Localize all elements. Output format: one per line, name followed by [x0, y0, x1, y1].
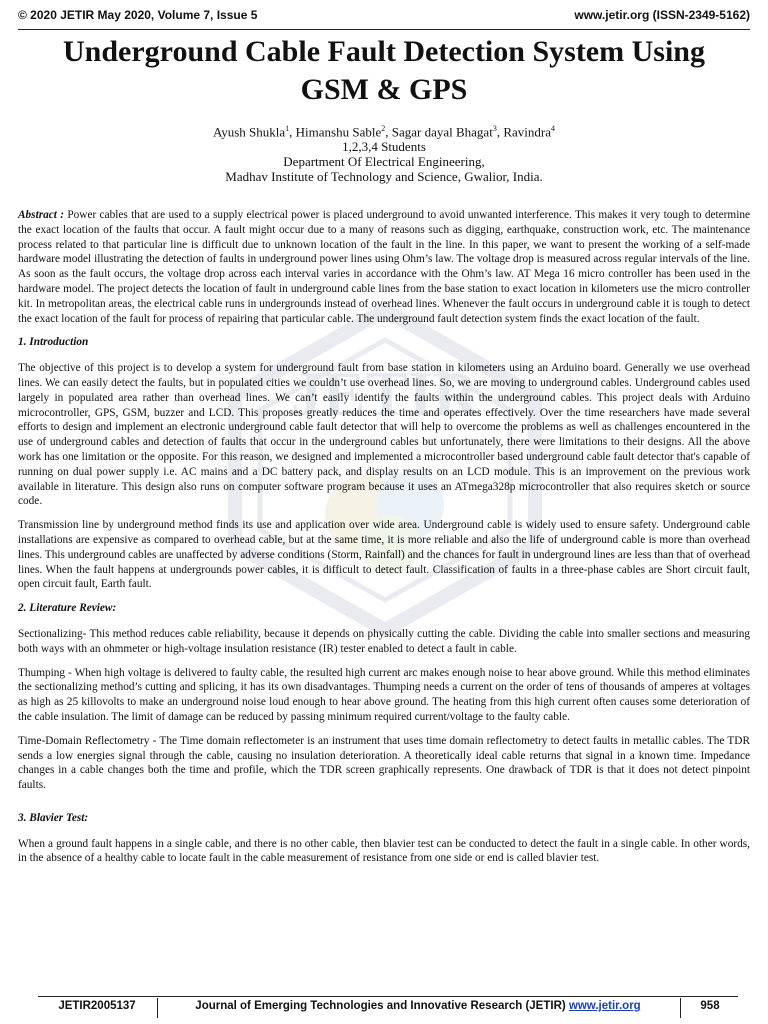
author-affil-sup: 2: [381, 124, 386, 133]
author-affil-sup: 4: [550, 124, 555, 133]
author-name: Himanshu Sable: [295, 124, 382, 140]
running-footer: [38, 996, 738, 1018]
author-block: [20, 121, 748, 184]
running-header: [18, 8, 750, 26]
author-role: 1,2,3,4 Students: [342, 139, 426, 155]
header-issn: www.jetir.org (ISSN-2349-5162): [574, 8, 750, 22]
header-rule: [18, 29, 750, 30]
watermark-text: JETIR: [290, 358, 480, 429]
paragraph: The objective of this project is to develop a system for underground fault from base station in kilometers using an Arduino board. Generally we use overhead lines. We can easily detect the faults, but in populated cities we couldn’t use overhead lines. So, we are moving to underground cables. Underground cables used largely in populated area rather than overhead lines. We can’t easily identify the faults within the underground cables. This project deals with Arduino microcontroller, GPS, GSM, buzzer and LCD. This proposes greatly reduces the time and operates effectively. Over the time researchers have made several efforts to design and implement an electronic underground cable fault detector that will help to overcome the problems as well as challenges encountered in the use of underground cables and detection of faults that occur in the underground cables but unfortunately, there were limitations to their designs. All the above work has one limitation or the opposite. For this reason, we designed and implemented a microcontroller based underground cable fault detector that's capable of running on dual power supply i.e. AC mains and a DC battery pack, and display results on an LCD module. This is an improvement on the previous work available in literature. This design also runs on computer software program because it uses an ATmega328p microcontroller that also requires sketch or source code.: [18, 362, 750, 508]
header-citation: © 2020 JETIR May 2020, Volume 7, Issue 5: [18, 8, 258, 22]
author-name: Sagar dayal Bhagat: [391, 124, 493, 140]
abstract: [18, 208, 750, 326]
section-heading-introduction: 1. Introduction: [18, 336, 89, 349]
paragraph: Time-Domain Reflectometry - The Time domain reflectometer is an instrument that uses time domain reflectometry to detect faults in metallic cables. The TDR sends a low energies signal through the cable, causing no insulation deterioration. A theoretically ideal cable returns that signal in a known time. Impedance changes in a cable changes both the time and profile, which the TDR screen graphically represents. One drawback of TDR is that it does not detect pinpoint faults.: [18, 734, 750, 792]
author-names: Ayush Shukla$^1$, Himanshu Sable$^2$, Sagar dayal Bhagat$^3$, Ravindra$^4$: [213, 124, 555, 140]
footer-paper-id: JETIR2005137: [58, 1000, 136, 1012]
author-affil-sup: 3: [492, 124, 497, 133]
footer-divider: [680, 998, 681, 1018]
paragraph: Thumping - When high voltage is delivered to faulty cable, the resulted high current arc makes enough noise to hear above ground. While this method eliminates the sectionalizing method’s cutting and splicing, it has its own disadvantages. Thumping needs a current on the order of tens of thousands of amperes at voltages as high as 25 killovolts to make an underground noise loud enough to hear above ground. The heating from this high current often causes some deterioration of the cable insulation. The limit of damage can be reduced by passing minimum required current/voltage to the faulty cable.: [18, 666, 750, 723]
abstract-label: Abstract :: [18, 209, 65, 221]
author-name: Ravindra: [503, 124, 551, 140]
footer-journal-link[interactable]: www.jetir.org: [568, 1000, 641, 1012]
footer-page-number: 958: [700, 1000, 720, 1012]
footer-journal-name: Journal of Emerging Technologies and Innovative Research (JETIR): [195, 1000, 566, 1012]
paragraph: Sectionalizing- This method reduces cable reliability, because it depends on physically cutting the cable. Dividing the cable into smaller sections and measuring both ways with an ohmmeter or high-voltage insulation resistance (IR) tester enabled to detect a fault in cable.: [18, 627, 750, 655]
author-institution: Madhav Institute of Technology and Science, Gwalior, India.: [225, 169, 543, 185]
title-line-2: GSM & GPS: [300, 73, 468, 106]
paper-title: [20, 33, 748, 109]
paper-body: [18, 208, 750, 875]
section-heading-literature-review: 2. Literature Review:: [18, 602, 117, 615]
author-department: Department Of Electrical Engineering,: [283, 154, 485, 170]
abstract-text: Power cables that are used to a supply electrical power is placed underground to avoid unwanted interference. This makes it very tough to determine the exact location of the faults that occur. A fault might occur due to a many of reasons such as digging, earthquake, construction work, etc. The maintenance process related to that particular line is difficult due to unknown location of the fault in the line. In this paper, we want to present the working of a self-made hardware model illustrating the detection of faults in underground power lines using Ohm’s law. The voltage drop is measured across regular intervals of the line. As soon as the fault occurs, the voltage drop across each interval varies in accordance with the Ohm’s law. AT Mega 16 micro controller has been used in the hardware model. The project detects the location of fault in underground cable lines from the base station to exact location in kilometers use the micro controller kit. In metropolitan areas, the electrical cable runs in undergrounds instead of overhead lines. Whenever the fault occurs in underground cable it is tough to detect the exact location of the fault for process of repairing that particular cable. The underground fault detection system finds the exact location of the fault.: [18, 209, 750, 325]
author-name: Ayush Shukla: [213, 124, 286, 140]
title-line-1: Underground Cable Fault Detection System Using: [63, 35, 705, 68]
section-heading-blavier-test: 3. Blavier Test:: [18, 811, 89, 824]
paragraph: Transmission line by underground method finds its use and application over wide area. Underground cable is widely used to ensure safety. Underground cable installations are expensive as compared to overhead cable, but at the same time, it is more reliable and also the life of underground cable is more than overhead lines. This underground cables are unaffected by adverse conditions (Storm, Rainfall) and the chances for fault in underground lines are less than that of overhead lines. When the fault happens at undergrounds power cables, it is difficult to detect fault. Classification of faults in a three-phase cables are Short circuit fault, open circuit fault, Earth fault.: [18, 519, 750, 591]
author-affil-sup: 1: [285, 124, 290, 133]
paragraph: When a ground fault happens in a single cable, and there is no other cable, then blavier test can be conducted to detect the fault in a single cable. In other words, in the absence of a healthy cable to locate fault in the cable measurement of resistance from one side or end is called blavier test.: [18, 837, 750, 865]
footer-journal: [158, 1000, 678, 1012]
